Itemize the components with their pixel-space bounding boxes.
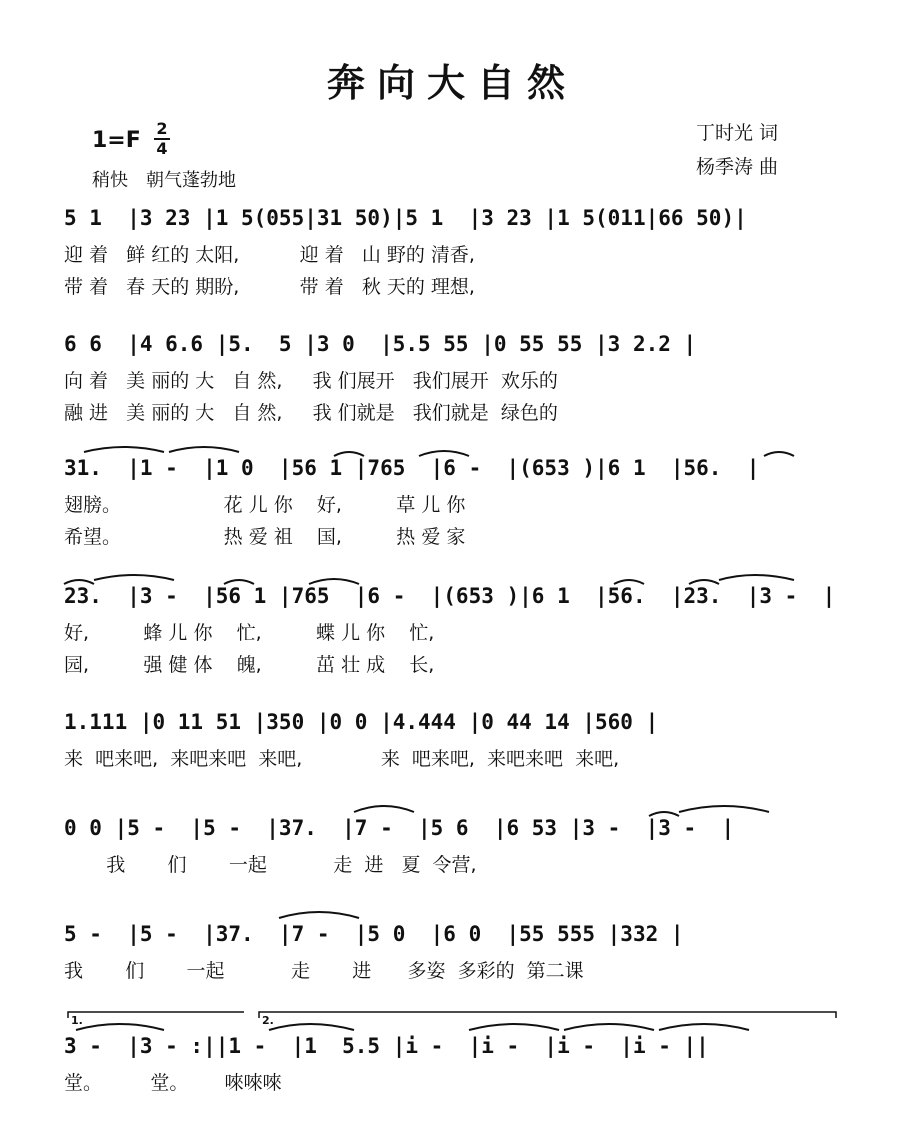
lyric-verse-1: 我 们 一起 走 进 多姿 多彩的 第二课: [64, 960, 584, 982]
lyric-verse-1: 堂。 堂。 唻唻唻: [64, 1072, 282, 1094]
notation-line: 5 1 |3 23 |1 5(055|31 50)|5 1 |3 23 |1 5(011|66 50)|: [64, 206, 747, 230]
meter-top: 2: [156, 119, 168, 138]
notation-line: 3 - |3 - :||1 - |1 5.5 |i - |i - |i - |i - ||: [64, 1034, 709, 1058]
score-row-1: [64, 200, 844, 310]
lyric-verse-1: 迎 着 鲜 红的 太阳, 迎 着 山 野的 清香,: [64, 244, 475, 266]
lyric-verse-1: 我 们 一起 走 进 夏 令营,: [64, 854, 477, 876]
meter-bottom: 4: [156, 139, 168, 158]
score-row-3: [64, 450, 844, 560]
svg-text:2.: 2.: [262, 1014, 274, 1027]
score-row-5: [64, 704, 844, 814]
notation-line: 6 6 |4 6.6 |5. 5 |3 0 |5.5 55 |0 55 55 |3 2.2 |: [64, 332, 697, 356]
score-row-4: [64, 578, 844, 688]
key-signature: 1=F: [92, 128, 141, 153]
score-row-8: [64, 1014, 844, 1138]
notation-line: 5 - |5 - |37. |7 - |5 0 |6 0 |55 555 |332 |: [64, 922, 684, 946]
composer-credit: 杨季涛 曲: [696, 156, 779, 178]
song-title: 奔向大自然: [326, 60, 577, 105]
lyric-verse-2: 融 进 美 丽的 大 自 然, 我 们就是 我们就是 绿色的: [64, 402, 558, 424]
svg-text:1.: 1.: [71, 1014, 83, 1027]
lyric-verse-1: 好, 蜂 儿 你 忙, 蝶 儿 你 忙,: [64, 622, 435, 644]
notation-line: 31. |1 - |1 0 |56 1 |765 |6 - |(653 )|6 1 |56. |: [64, 456, 760, 480]
score-row-7: [64, 916, 844, 1026]
notation-line: 1.111 |0 11 51 |350 |0 0 |4.444 |0 44 14 |560 |: [64, 710, 659, 734]
lyric-verse-2: 希望。 热 爱 祖 国, 热 爱 家: [64, 526, 466, 548]
lyric-verse-1: 翅膀。 花 儿 你 好, 草 儿 你: [64, 494, 466, 516]
tempo-marking: 稍快 朝气蓬勃地: [92, 170, 236, 191]
score-row-6: [64, 810, 844, 920]
lyric-verse-2: 园, 强 健 体 魄, 茁 壮 成 长,: [64, 654, 435, 676]
lyric-verse-2: 带 着 春 天的 期盼, 带 着 秋 天的 理想,: [64, 276, 475, 298]
score-row-2: [64, 326, 844, 436]
lyric-verse-1: 向 着 美 丽的 大 自 然, 我 们展开 我们展开 欢乐的: [64, 370, 558, 392]
lyricist-credit: 丁时光 词: [696, 122, 779, 144]
notation-line: 0 0 |5 - |5 - |37. |7 - |5 6 |6 53 |3 - |3 - |: [64, 816, 735, 840]
time-signature: [152, 120, 172, 158]
notation-line: 23. |3 - |56 1 |765 |6 - |(653 )|6 1 |56. |23. |3 - |: [64, 584, 836, 608]
lyric-verse-1: 来 吧来吧, 来吧来吧 来吧, 来 吧来吧, 来吧来吧 来吧,: [64, 748, 620, 770]
